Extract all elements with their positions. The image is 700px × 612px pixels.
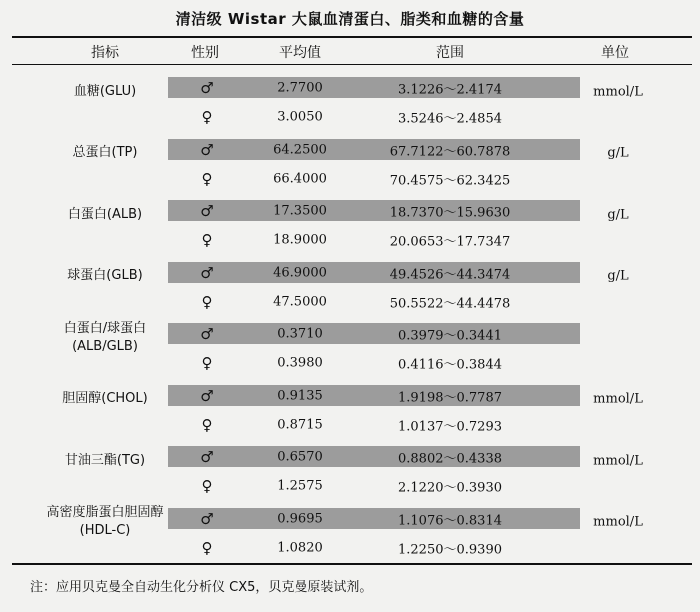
female-mean: 47.5000 xyxy=(273,294,327,309)
male-mean: 2.7700 xyxy=(277,80,323,96)
male-row-shading xyxy=(168,323,580,344)
male-mean: 0.9695 xyxy=(277,511,323,526)
male-mean: 17.3500 xyxy=(273,203,327,219)
indicator-name: 高密度脂蛋白胆固醇 (HDL-C) xyxy=(46,505,164,538)
female-mean: 18.9000 xyxy=(273,232,327,248)
bottom-rule xyxy=(12,563,692,565)
male-row-shading xyxy=(168,508,580,529)
male-symbol: ♂ xyxy=(200,386,214,405)
header-sex: 性别 xyxy=(191,45,219,61)
male-mean: 46.9000 xyxy=(273,265,327,280)
male-row-shading xyxy=(168,139,580,160)
indicator-name: 球蛋白(GLB) xyxy=(67,268,143,283)
indicator-name: 血糖(GLU) xyxy=(73,83,137,99)
male-row-shading xyxy=(168,77,580,98)
male-row-shading xyxy=(168,385,580,406)
male-symbol: ♂ xyxy=(200,448,214,466)
male-range: 18.7370～15.9630 xyxy=(389,205,511,221)
unit-value: g/L xyxy=(607,207,629,222)
male-range: 0.3979～0.3441 xyxy=(398,328,502,344)
table-title: 清洁级 Wistar 大鼠血清蛋白、脂类和血糖的含量 xyxy=(175,10,525,28)
male-range: 3.1226～2.4174 xyxy=(398,82,502,98)
female-symbol: ♀ xyxy=(201,169,213,188)
male-mean: 0.9135 xyxy=(277,388,323,403)
header-indicator: 指标 xyxy=(91,45,119,61)
male-symbol: ♂ xyxy=(200,325,214,343)
female-mean: 3.0050 xyxy=(277,109,323,125)
unit-value: mmol/L xyxy=(593,84,643,99)
unit-value: mmol/L xyxy=(593,453,643,468)
unit-value: g/L xyxy=(607,145,629,161)
indicator-name: 甘油三酯(TG) xyxy=(64,452,146,468)
female-mean: 66.4000 xyxy=(273,171,327,186)
female-mean: 1.2575 xyxy=(277,478,323,494)
unit-value: mmol/L xyxy=(593,391,643,407)
header-mean: 平均值 xyxy=(279,45,321,61)
female-range: 3.5246～2.4854 xyxy=(398,111,502,127)
female-range: 50.5522～44.4478 xyxy=(389,296,511,311)
male-mean: 64.2500 xyxy=(273,142,327,157)
male-symbol: ♂ xyxy=(200,263,214,282)
female-range: 2.1220～0.3930 xyxy=(398,480,502,496)
indicator-name: 胆固醇(CHOL) xyxy=(62,391,148,406)
indicator-name: 白蛋白(ALB) xyxy=(67,206,143,222)
header-range: 范围 xyxy=(436,45,464,61)
male-range: 1.1076～0.8314 xyxy=(398,513,502,528)
female-mean: 0.8715 xyxy=(277,417,323,432)
female-symbol: ♀ xyxy=(201,231,213,249)
female-range: 0.4116～0.3844 xyxy=(398,357,502,373)
female-mean: 0.3980 xyxy=(277,355,323,371)
male-row-shading xyxy=(168,446,580,467)
indicator-name: 总蛋白(TP) xyxy=(72,145,138,160)
male-symbol: ♂ xyxy=(200,140,214,159)
male-symbol: ♂ xyxy=(200,79,214,97)
female-range: 1.0137～0.7293 xyxy=(398,419,502,434)
female-symbol: ♀ xyxy=(201,108,213,126)
male-mean: 0.6570 xyxy=(277,449,323,465)
female-symbol: ♀ xyxy=(201,292,213,311)
male-mean: 0.3710 xyxy=(277,326,323,342)
header-rule xyxy=(12,64,692,65)
male-range: 1.9198～0.7787 xyxy=(398,390,502,405)
female-symbol: ♀ xyxy=(201,415,213,434)
male-symbol: ♂ xyxy=(200,509,214,528)
unit-value: g/L xyxy=(607,268,629,284)
male-range: 67.7122～60.7878 xyxy=(389,144,511,159)
header-unit: 单位 xyxy=(601,45,629,61)
female-range: 20.0653～17.7347 xyxy=(389,234,511,250)
top-rule xyxy=(12,36,692,38)
male-row-shading xyxy=(168,262,580,283)
female-symbol: ♀ xyxy=(201,477,213,495)
unit-value: mmol/L xyxy=(593,514,643,530)
female-range: 70.4575～62.3425 xyxy=(389,173,511,188)
male-range: 49.4526～44.3474 xyxy=(389,267,511,282)
female-range: 1.2250～0.9390 xyxy=(398,542,502,557)
female-mean: 1.0820 xyxy=(277,540,323,555)
male-symbol: ♂ xyxy=(200,202,214,220)
male-row-shading xyxy=(168,200,580,221)
indicator-name: 白蛋白/球蛋白 (ALB/GLB) xyxy=(63,320,147,354)
footnote: 注：应用贝克曼全自动生化分析仪 CX5，贝克曼原装试剂。 xyxy=(30,580,373,595)
male-range: 0.8802～0.4338 xyxy=(398,451,502,467)
female-symbol: ♀ xyxy=(201,538,213,557)
female-symbol: ♀ xyxy=(201,354,213,372)
